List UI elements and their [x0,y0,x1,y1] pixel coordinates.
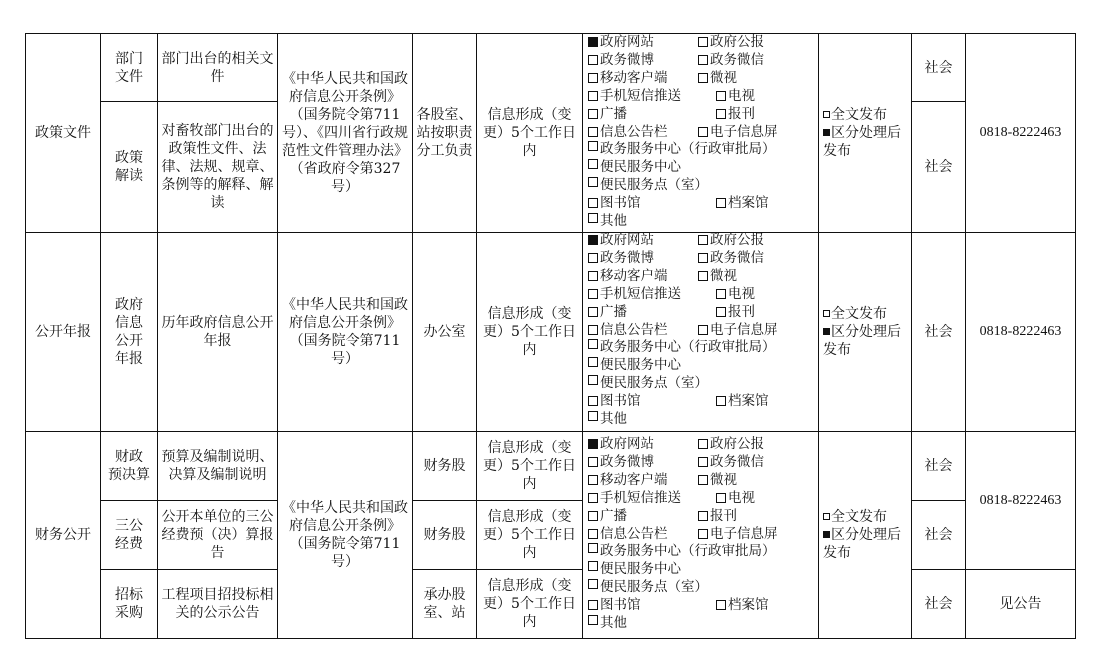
phone-cell: 见公告 [999,596,1042,612]
checkbox-icon [698,457,708,467]
basis-cell: 《中华人民共和国政府信息公开条例》（国务院令第711号）、《四川省行政规范性文件管理办法》（省政府令第327号） [282,71,408,195]
checkbox-icon [716,91,726,101]
checkbox-icon [588,475,598,485]
checkbox-icon [588,271,598,281]
scope-cell: 社会 [924,596,953,612]
publish-method-cell: 全文发布 区分处理后发布 [823,107,901,159]
subject-cell: 办公室 [423,324,466,340]
content-cell: 工程项目招投标相关的公示公告 [161,587,274,621]
checked-box-icon [588,439,598,449]
checkbox-icon [698,37,708,47]
channel-list: 政府网站 政府公报 政务微博 政务微信 移动客户端 微视 手机短信推送 电视 广播 报刊 信息公告栏 电子信息屏 政务服务中心（行政审批局） 便民服务中心 便民服务点（室） 图书馆 档案馆 其他 [588,232,816,429]
scope-cell: 社会 [924,458,953,474]
checkbox-icon [588,529,598,539]
checkbox-icon [698,475,708,485]
content-cell: 部门出台的相关文件 [161,50,274,85]
timeframe-cell: 信息形成（变更）5个工作日内 [483,306,576,358]
checkbox-icon [698,127,708,137]
checked-box-icon [588,37,598,47]
checked-box-icon [823,129,830,136]
checkbox-icon [716,396,726,406]
checkbox-icon [698,271,708,281]
checkbox-icon [588,198,598,208]
checkbox-icon [698,439,708,449]
checkbox-icon [588,357,598,367]
scope-cell: 社会 [924,527,953,543]
checkbox-icon [588,141,598,151]
checkbox-icon [698,529,708,539]
checkbox-icon [698,511,708,521]
phone-cell: 0818-8222463 [979,324,1062,339]
timeframe-cell: 信息形成（变更）5个工作日内 [483,440,576,492]
subject-cell: 承办股室、站 [423,587,466,621]
checkbox-icon [588,159,598,169]
checkbox-icon [588,177,598,187]
checkbox-icon [588,289,598,299]
checkbox-icon [588,615,598,625]
category-cell: 财务公开 [35,527,91,543]
checkbox-icon [716,307,726,317]
timeframe-cell: 信息形成（变更）5个工作日内 [483,509,576,561]
checkbox-icon [588,73,598,83]
checkbox-icon [698,73,708,83]
checkbox-icon [588,375,598,385]
checkbox-icon [716,109,726,119]
checkbox-icon [823,310,830,317]
checkbox-icon [823,513,830,520]
checkbox-icon [698,325,708,335]
checkbox-icon [588,307,598,317]
checkbox-icon [588,493,598,503]
checkbox-icon [588,579,598,589]
subcategory-cell: 三公 经费 [115,518,143,552]
subcategory-cell: 部门 文件 [115,50,143,85]
basis-cell: 《中华人民共和国政府信息公开条例》（国务院令第711号） [282,500,408,570]
phone-cell: 0818-8222463 [979,125,1062,140]
grid-line [1075,33,1076,639]
checkbox-icon [588,213,598,223]
content-cell: 对畜牧部门出台的政策性文件、法律、法规、规章、条例等的解释、解读 [161,123,274,211]
checkbox-icon [716,198,726,208]
checkbox-icon [588,127,598,137]
checkbox-icon [698,253,708,263]
channel-list: 政府网站 政府公报 政务微博 政务微信 移动客户端 微视 手机短信推送 电视 广播 报刊 信息公告栏 电子信息屏 政务服务中心（行政审批局） 便民服务中心 便民服务点（室） 图书馆 档案馆 其他 [588,34,816,231]
timeframe-cell: 信息形成（变更）5个工作日内 [483,107,576,159]
checkbox-icon [698,55,708,65]
checked-box-icon [823,531,830,538]
content-cell: 历年政府信息公开年报 [161,315,274,349]
checkbox-icon [588,411,598,421]
checkbox-icon [716,493,726,503]
scope-cell: 社会 [924,324,953,340]
checkbox-icon [588,91,598,101]
publish-method-cell: 全文发布 区分处理后发布 [823,509,901,561]
subcategory-cell: 政府 信息 公开 年报 [115,297,143,367]
checkbox-icon [588,543,598,553]
channel-list: 政府网站 政府公报 政务微博 政务微信 移动客户端 微视 手机短信推送 电视 广播 报刊 信息公告栏 电子信息屏 政务服务中心（行政审批局） 便民服务中心 便民服务点（室） 图书馆 档案馆 其他 [588,436,816,633]
timeframe-cell: 信息形成（变更）5个工作日内 [483,578,576,630]
subcategory-cell: 招标 采购 [115,587,143,621]
content-cell: 预算及编制说明、决算及编制说明 [161,449,274,483]
checkbox-icon [588,253,598,263]
grid-line [582,33,583,639]
content-cell: 公开本单位的三公经费预（决）算报告 [161,509,274,561]
checkbox-icon [588,325,598,335]
checkbox-icon [588,396,598,406]
checkbox-icon [588,339,598,349]
grid-line [25,638,1076,639]
checkbox-icon [588,109,598,119]
checkbox-icon [588,457,598,467]
subject-cell: 财务股 [423,458,466,474]
subject-cell: 各股室、站按职责分工负责 [416,107,473,159]
checkbox-icon [588,511,598,521]
checked-box-icon [588,235,598,245]
checkbox-icon [588,600,598,610]
publish-method-cell: 全文发布 区分处理后发布 [823,306,901,358]
category-cell: 公开年报 [35,324,91,340]
category-cell: 政策文件 [35,125,91,141]
phone-cell: 0818-8222463 [979,492,1062,508]
subcategory-cell: 政策 解读 [115,150,143,184]
basis-cell: 《中华人民共和国政府信息公开条例》（国务院令第711号） [282,297,408,367]
checkbox-icon [588,55,598,65]
checkbox-icon [716,600,726,610]
scope-cell: 社会 [924,159,953,175]
checkbox-icon [716,289,726,299]
scope-cell: 社会 [924,59,953,76]
checkbox-icon [698,235,708,245]
checkbox-icon [823,111,830,118]
subcategory-cell: 财政 预决算 [108,449,150,483]
checked-box-icon [823,328,830,335]
checkbox-icon [588,561,598,571]
subject-cell: 财务股 [423,527,466,543]
